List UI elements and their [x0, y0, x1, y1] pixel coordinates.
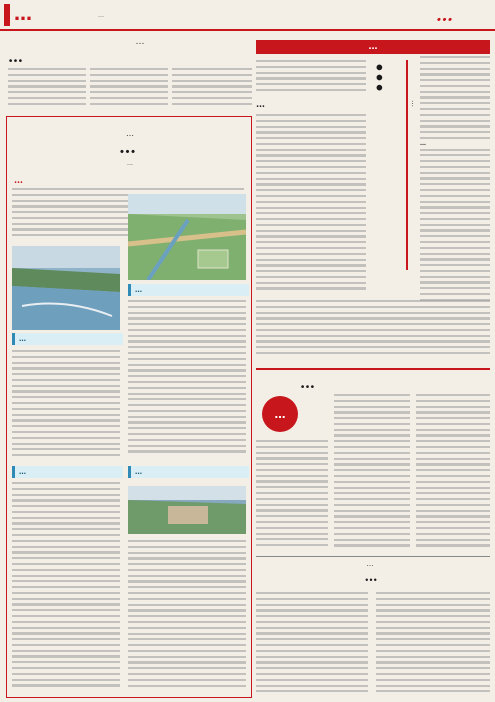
- bottom-text-col2: [376, 592, 490, 696]
- subhead-3: …: [12, 466, 123, 478]
- feature-text-left2: [12, 482, 120, 692]
- lead-headline: …: [8, 48, 23, 66]
- subhead-4: …: [128, 466, 249, 478]
- vertical-subtitle: …: [410, 100, 418, 107]
- lead-text-col1: [8, 68, 86, 110]
- vertical-title: …: [369, 62, 405, 93]
- feature-headline: …: [119, 138, 136, 158]
- lead-text-col3: [172, 68, 252, 110]
- feature-text-right2: [128, 540, 246, 690]
- date-line: …: [98, 12, 104, 19]
- feature-kicker: …: [126, 129, 134, 138]
- opinion-headline: …: [300, 374, 315, 392]
- lead-kicker: …: [135, 37, 145, 47]
- right-text-wide: [256, 300, 490, 360]
- subhead-1: …: [12, 333, 123, 345]
- right-side-head: …: [420, 140, 492, 147]
- right-headline: …: [256, 100, 265, 110]
- bottom-headline: …: [364, 570, 378, 585]
- masthead-rule: [0, 29, 495, 31]
- feature-byline: …: [127, 160, 133, 167]
- opinion-rule: [256, 368, 490, 370]
- bottom-rule: [256, 556, 490, 557]
- vertical-divider: [406, 60, 408, 270]
- bottom-text-col1: [256, 592, 368, 696]
- photo-irrigation: [128, 486, 246, 534]
- right-text-col2: [420, 56, 490, 306]
- section-tab: …: [4, 4, 102, 26]
- opinion-text-col3: [416, 394, 490, 550]
- bottom-kicker: …: [366, 560, 374, 568]
- feature-text-right1: [128, 300, 246, 460]
- opinion-text-col2: [334, 394, 410, 550]
- right-intro-text: [256, 60, 366, 96]
- right-text-col1: [256, 114, 366, 294]
- right-banner: …: [256, 40, 490, 54]
- photo-aerial-farmland: [128, 194, 246, 280]
- photo-canal: [12, 246, 120, 330]
- paper-logo: …: [436, 6, 453, 26]
- subhead-2: …: [128, 284, 249, 296]
- feature-text-left1: [12, 350, 120, 462]
- feature-section-title: …: [14, 176, 23, 186]
- lead-text-col2: [90, 68, 168, 110]
- masthead: [0, 0, 495, 30]
- opinion-text-col1: [256, 440, 328, 550]
- commentary-seal: …: [262, 396, 298, 432]
